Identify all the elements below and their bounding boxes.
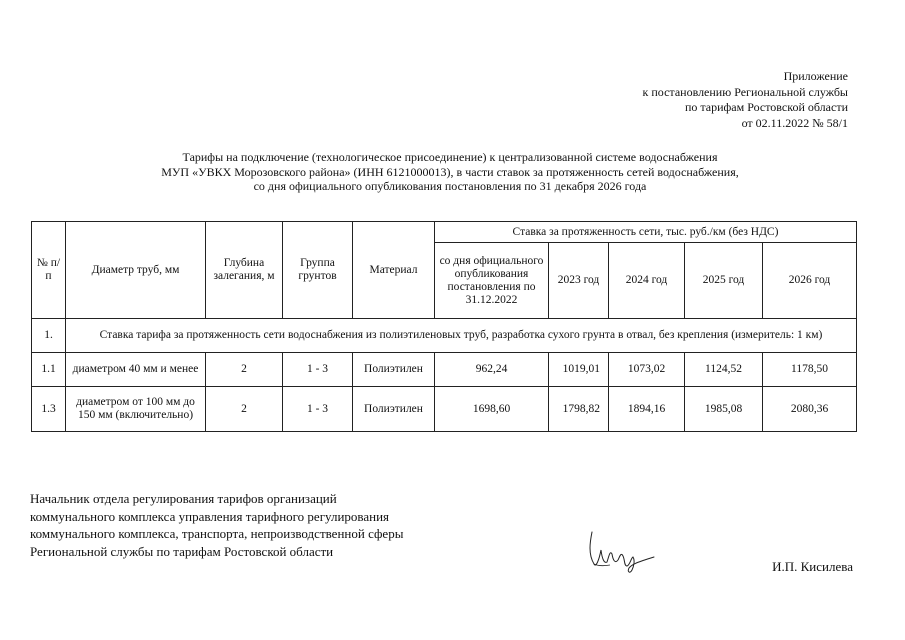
- header-period1: со дня официального опубликования постановления по 31.12.2022: [435, 243, 549, 319]
- header-soil: Группа грунтов: [283, 222, 353, 319]
- header-row-1: [32, 222, 857, 243]
- title-line-3: со дня официального опубликования постановления по 31 декабря 2026 года: [253, 179, 647, 193]
- row-2025: 1985,08: [685, 387, 763, 432]
- row-2026: 1178,50: [763, 353, 857, 387]
- header-diameter: Диаметр труб, мм: [66, 222, 206, 319]
- row-num: 1.1: [32, 353, 66, 387]
- row-2023: 1019,01: [549, 353, 609, 387]
- header-material: Материал: [353, 222, 435, 319]
- row-num: 1.3: [32, 387, 66, 432]
- appendix-block: [643, 69, 848, 131]
- row-2024: 1894,16: [609, 387, 685, 432]
- section-row: [32, 319, 857, 353]
- section-text: Ставка тарифа за протяженность сети водоснабжения из полиэтиленовых труб, разработка сухого грунта в отвал, без крепления (измеритель: 1 км): [66, 319, 857, 353]
- signer-position: Начальник отдела регулирования тарифов организаций коммунального комплекса управления тарифного регулирования коммунального комплекса, транспорта, непроизводственной сферы Региональной службы по тарифам Ростовской области: [30, 491, 404, 559]
- signer-name: И.П. Кисилева: [772, 559, 853, 574]
- row-soil: 1 - 3: [283, 353, 353, 387]
- title-line-1: Тарифы на подключение (технологическое присоединение) к централизованной системе водоснабжения: [182, 150, 718, 164]
- row-diameter: диаметром от 100 мм до 150 мм (включительно): [66, 387, 206, 432]
- row-period1: 1698,60: [435, 387, 549, 432]
- title-line-2: МУП «УВКХ Морозовского района» (ИНН 6121000013), в части ставок за протяженность сетей водоснабжения,: [161, 164, 739, 179]
- row-diameter: диаметром 40 мм и менее: [66, 353, 206, 387]
- row-2025: 1124,52: [685, 353, 763, 387]
- handwritten-signature: [580, 520, 660, 575]
- row-depth: 2: [206, 387, 283, 432]
- row-2024: 1073,02: [609, 353, 685, 387]
- table-row: [32, 353, 857, 387]
- header-2023: 2023 год: [549, 243, 609, 319]
- appendix-line-3: по тарифам Ростовской области: [684, 100, 848, 114]
- header-rate-group: Ставка за протяженность сети, тыс. руб./км (без НДС): [435, 222, 857, 243]
- appendix-line-1: Приложение: [783, 69, 848, 83]
- row-soil: 1 - 3: [283, 387, 353, 432]
- row-period1: 962,24: [435, 353, 549, 387]
- tariff-table: [31, 221, 857, 432]
- table-row: [32, 387, 857, 432]
- row-2023: 1798,82: [549, 387, 609, 432]
- header-num: № п/п: [32, 222, 66, 319]
- appendix-line-4: от 02.11.2022 № 58/1: [741, 115, 848, 130]
- document-title: [30, 150, 870, 194]
- section-num: 1.: [32, 319, 66, 353]
- appendix-line-2: к постановлению Региональной службы: [642, 84, 848, 99]
- header-2025: 2025 год: [685, 243, 763, 319]
- row-2026: 2080,36: [763, 387, 857, 432]
- row-material: Полиэтилен: [353, 387, 435, 432]
- header-depth: Глубина залегания, м: [206, 222, 283, 319]
- row-depth: 2: [206, 353, 283, 387]
- row-material: Полиэтилен: [353, 353, 435, 387]
- header-2024: 2024 год: [609, 243, 685, 319]
- header-2026: 2026 год: [763, 243, 857, 319]
